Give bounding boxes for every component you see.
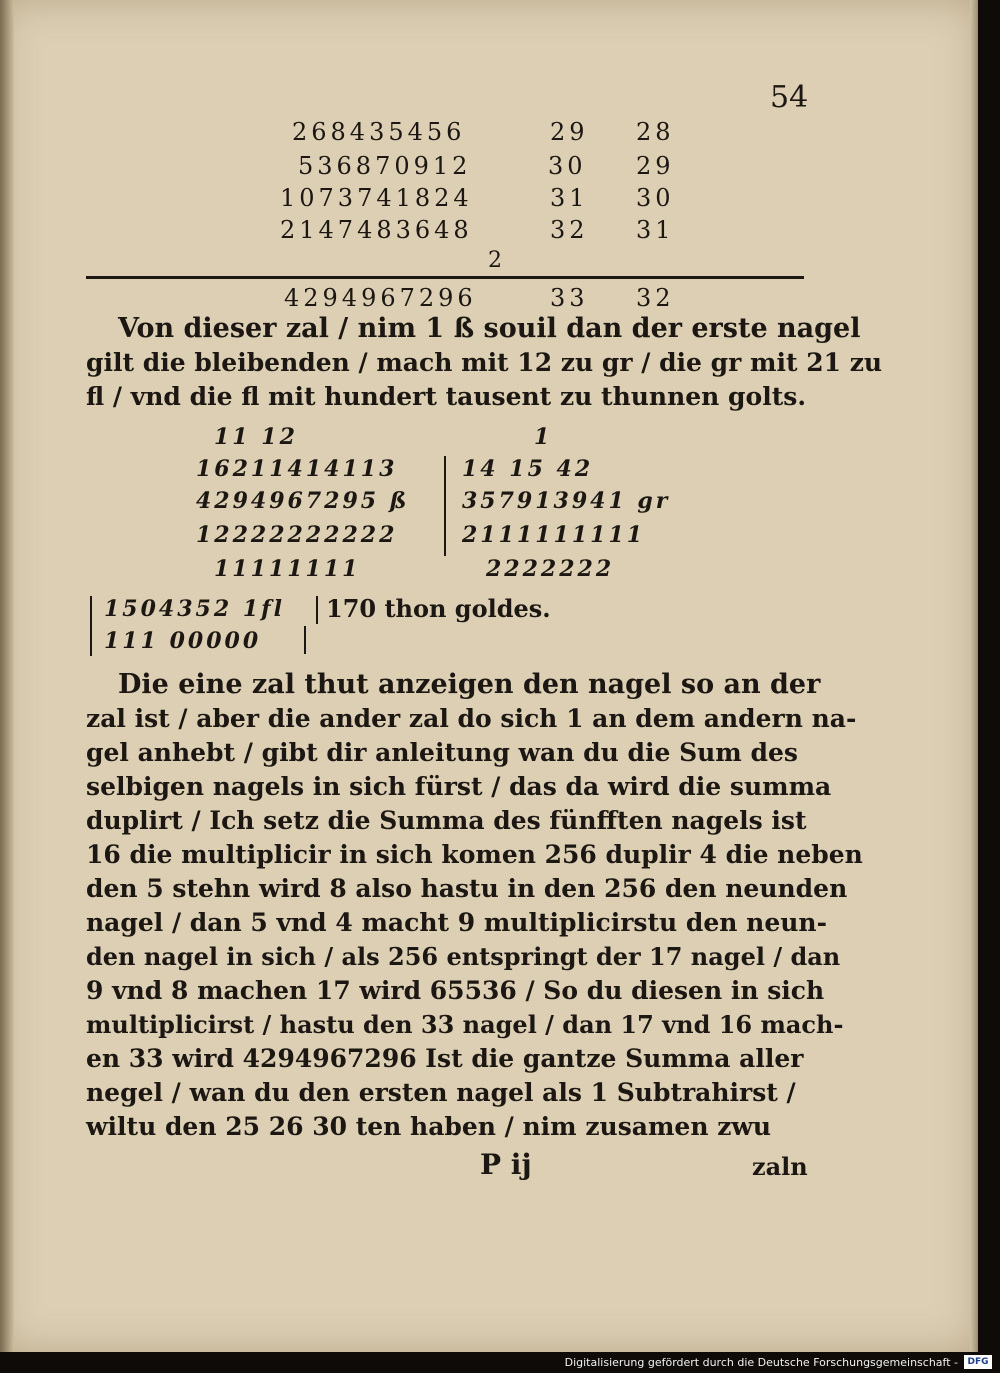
table-cell: 32 <box>550 216 589 244</box>
table-cell: 28 <box>636 118 675 146</box>
table-cell: 268435456 <box>292 118 466 146</box>
carry-digit: 2 <box>488 248 506 273</box>
calc-text: 357913941 gr <box>462 488 671 514</box>
text-line: 9 vnd 8 machen 17 wird 65536 / So du diesen in sich <box>86 976 825 1005</box>
text-line: den 5 stehn wird 8 also hastu in den 256 den neunden <box>86 874 848 903</box>
text-line: en 33 wird 4294967296 Ist die gantze Summa aller <box>86 1044 804 1073</box>
total-cell: 4294967296 <box>284 284 477 312</box>
dfg-logo: DFG <box>964 1355 992 1369</box>
result-bar-left <box>90 596 92 656</box>
result-text-tail: 170 thon goldes. <box>326 594 551 623</box>
text-line: multiplicirst / hastu den 33 nagel / dan 17 vnd 16 mach- <box>86 1010 844 1039</box>
table-cell: 31 <box>550 184 589 212</box>
result-text: 111 00000 <box>104 628 262 654</box>
catchword: zaln <box>752 1152 808 1181</box>
calc-text: 11 12 <box>214 424 298 450</box>
calc-text: 14 15 42 <box>462 456 594 482</box>
text-line: Von dieser zal / nim 1 ß souil dan der erste nagel <box>118 313 861 344</box>
calc-text: 11111111 <box>214 556 361 582</box>
calc-text: 2222222 <box>486 556 615 582</box>
calc-text: 12222222222 <box>196 522 398 548</box>
total-cell: 33 <box>550 284 589 312</box>
calc-text: 16211414113 <box>196 456 398 482</box>
total-cell: 32 <box>636 284 675 312</box>
table-cell: 29 <box>636 152 675 180</box>
footer-bar <box>0 1352 1000 1373</box>
table-cell: 2147483648 <box>280 216 473 244</box>
table-cell: 30 <box>548 152 587 180</box>
calc-text: 2111111111 <box>462 522 646 548</box>
sum-rule <box>86 276 804 279</box>
result-text: 1504352 1fl <box>104 596 285 622</box>
result-bar-mid <box>316 596 318 624</box>
text-line: selbigen nagels in sich fürst / das da wird die summa <box>86 772 832 801</box>
table-cell: 1073741824 <box>280 184 473 212</box>
calc-divider <box>444 456 446 556</box>
text-line: gilt die bleibenden / mach mit 12 zu gr / die gr mit 21 zu <box>86 348 883 377</box>
text-line: den nagel in sich / als 256 entspringt der 17 nagel / dan <box>86 942 841 971</box>
footer-credit: Digitalisierung gefördert durch die Deutsche Forschungsgemeinschaft - <box>564 1356 958 1369</box>
table-cell: 31 <box>636 216 675 244</box>
text-line: fl / vnd die fl mit hundert tausent zu thunnen golts. <box>86 382 807 411</box>
calc-text: 1 <box>534 424 553 450</box>
text-line: nagel / dan 5 vnd 4 macht 9 multiplicirstu den neun- <box>86 908 827 937</box>
text-line: gel anhebt / gibt dir anleitung wan du die Sum des <box>86 738 798 767</box>
calc-text: 4294967295 ß <box>196 488 410 514</box>
text-line: negel / wan du den ersten nagel als 1 Subtrahirst / <box>86 1078 796 1107</box>
page-spine <box>0 0 14 1352</box>
text-line: Die eine zal thut anzeigen den nagel so an der <box>118 669 821 700</box>
page-edge <box>970 0 978 1352</box>
text-line: 16 die multiplicir in sich komen 256 duplir 4 die neben <box>86 840 863 869</box>
text-line: zal ist / aber die ander zal do sich 1 an dem andern na- <box>86 704 857 733</box>
table-cell: 29 <box>550 118 589 146</box>
text-line: duplirt / Ich setz die Summa des fünfften nagels ist <box>86 806 807 835</box>
text-line: wiltu den 25 26 30 ten haben / nim zusamen zwu <box>86 1112 772 1141</box>
table-cell: 536870912 <box>298 152 472 180</box>
signature-mark: P ij <box>480 1148 532 1181</box>
table-cell: 30 <box>636 184 675 212</box>
result-bar-right <box>304 626 306 654</box>
page-number: 54 <box>770 80 809 115</box>
